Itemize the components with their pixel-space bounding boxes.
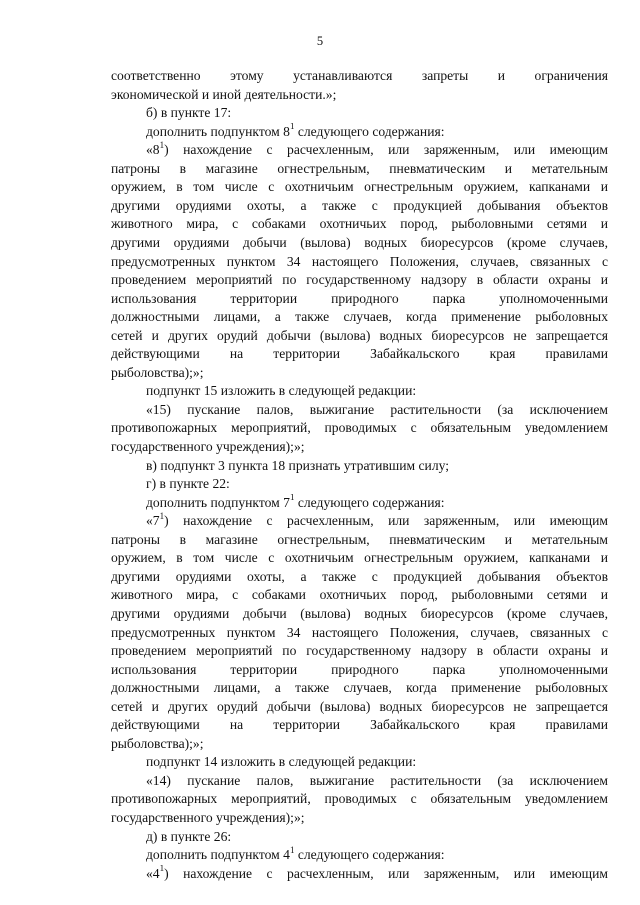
text-line: должностными лицами, а также случаев, когда применение рыболовных: [111, 309, 608, 325]
text-line: дополнить подпунктом $4^1$ следующего содержания:: [146, 846, 445, 863]
text-line: дополнить подпунктом $8^1$ следующего содержания:: [146, 122, 445, 139]
text-line: предусмотренных пунктом 34 настоящего Положения, случаев, связанных с: [111, 253, 608, 269]
text-line: животного мира, с собаками охотничьих пород, рыболовными сетями и: [111, 587, 608, 603]
text-line: государственного учреждения);»;: [111, 439, 305, 454]
text-line: оружием, в том числе с охотничьим огнестрельным оружием, капканами и: [111, 179, 608, 195]
text-line: рыболовства);»;: [111, 735, 204, 751]
text-line: «$7^1$) нахождение с расчехленным, или заряженным, или имеющим: [146, 512, 608, 529]
text-line: другими орудиями охоты, а также с продукцией добывания объектов: [111, 568, 608, 584]
text-line: использования территории природного парка уполномоченными: [111, 290, 608, 306]
text-line: «$8^1$) нахождение с расчехленным, или заряженным, или имеющим: [146, 141, 608, 158]
superscript-mark: 1: [289, 846, 295, 855]
text-line: другими орудиями добычи (вылова) водных биоресурсов (кроме случаев,: [111, 234, 608, 250]
text-line: действующими на территории Забайкальского края правилами: [111, 717, 608, 733]
superscript-mark: 1: [159, 864, 165, 874]
page-number: 5: [316, 34, 324, 48]
text-line: дополнить подпунктом $7^1$ следующего содержания:: [146, 493, 445, 510]
text-line: «$4^1$) нахождение с расчехленным, или заряженным, или имеющим: [146, 864, 608, 881]
text-line: действующими на территории Забайкальского края правилами: [111, 346, 608, 362]
text-line: соответственно этому устанавливаются запреты и ограничения: [111, 68, 608, 83]
text-line: «15) пускание палов, выжигание растительности (за исключением: [146, 401, 608, 417]
text-line: другими орудиями охоты, а также с продукцией добывания объектов: [111, 197, 608, 213]
text-line: предусмотренных пунктом 34 настоящего Положения, случаев, связанных с: [111, 624, 608, 640]
text-line: противопожарных мероприятий, проводимых с обязательным уведомлением: [111, 791, 608, 807]
text-line: экономической и иной деятельности.»;: [111, 86, 337, 102]
text-line: животного мира, с собаками охотничьих пород, рыболовными сетями и: [111, 216, 608, 232]
text-line: б) в пункте 17:: [146, 105, 232, 121]
text-line: патроны в магазине огнестрельным, пневматическим и метательным: [111, 531, 608, 547]
text-line: использования территории природного парка уполномоченными: [111, 661, 608, 677]
text-line: государственного учреждения);»;: [111, 810, 305, 825]
text-line: подпункт 15 изложить в следующей редакции:: [146, 383, 417, 399]
text-line: «14) пускание палов, выжигание растительности (за исключением: [146, 772, 608, 788]
text-line: противопожарных мероприятий, проводимых с обязательным уведомлением: [111, 420, 608, 436]
text-line: рыболовства);»;: [111, 364, 204, 380]
superscript-mark: 1: [289, 493, 295, 503]
text-line: другими орудиями добычи (вылова) водных биоресурсов (кроме случаев,: [111, 605, 608, 621]
text-line: проведением мероприятий по государственному надзору в области охраны и: [111, 272, 608, 288]
text-line: подпункт 14 изложить в следующей редакции:: [146, 754, 417, 770]
text-line: сетей и других орудий добычи (вылова) водных биоресурсов не запрещается: [111, 327, 608, 343]
superscript-mark: 1: [159, 141, 165, 150]
text-line: должностными лицами, а также случаев, когда применение рыболовных: [111, 680, 608, 696]
text-line: оружием, в том числе с охотничьим огнестрельным оружием, капканами и: [111, 550, 608, 566]
text-line: проведением мероприятий по государственному надзору в области охраны и: [111, 643, 608, 659]
superscript-mark: 1: [289, 122, 295, 132]
text-line: в) подпункт 3 пункта 18 признать утратившим силу;: [146, 457, 450, 473]
text-line: сетей и других орудий добычи (вылова) водных биоресурсов не запрещается: [111, 698, 608, 714]
text-line: патроны в магазине огнестрельным, пневматическим и метательным: [111, 160, 608, 176]
text-line: д) в пункте 26:: [146, 828, 232, 844]
text-line: г) в пункте 22:: [146, 476, 230, 492]
superscript-mark: 1: [159, 512, 165, 521]
